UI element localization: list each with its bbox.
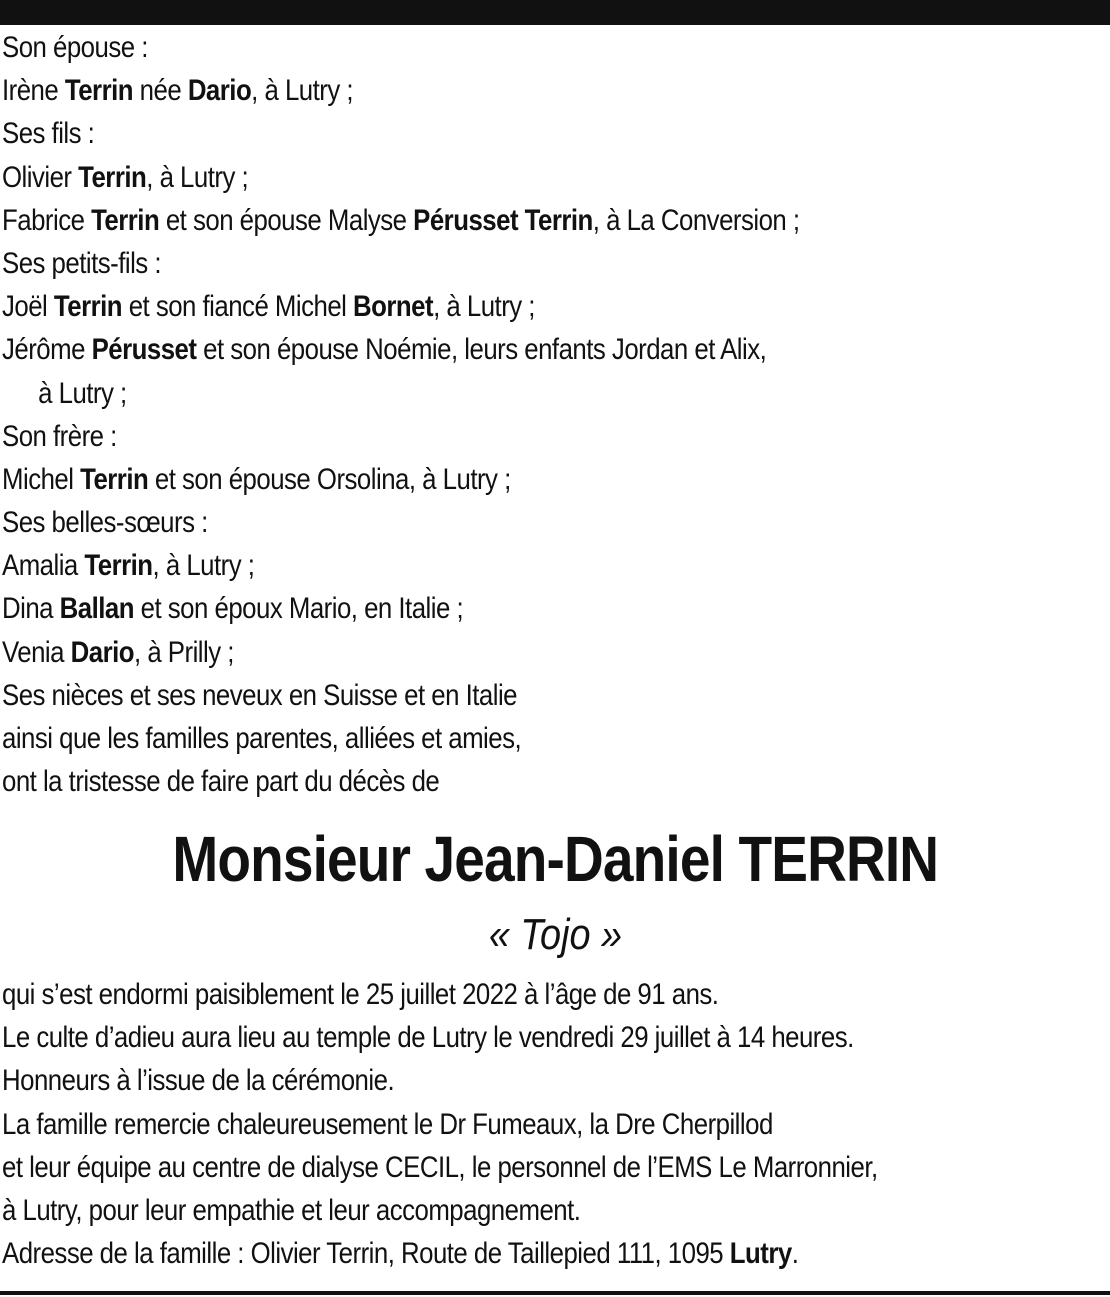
line-text: , à Lutry ; <box>152 549 255 583</box>
details-line <box>2 1189 1108 1232</box>
family-line <box>2 285 1108 328</box>
line-text: Amalia <box>2 549 85 583</box>
family-line <box>2 544 1108 587</box>
surname-text: Terrin <box>84 549 153 583</box>
details-line <box>2 973 1108 1016</box>
family-list <box>2 26 1108 803</box>
line-text: Son frère : <box>2 419 117 453</box>
line-text: Le culte d’adieu aura lieu au temple de Lutry le vendredi 29 juillet à 14 heures. <box>2 1021 854 1055</box>
family-line <box>2 587 1108 630</box>
surname-text: Terrin <box>78 160 147 194</box>
line-text: ont la tristesse de faire part du décès de <box>2 765 440 799</box>
line-text: ainsi que les familles parentes, alliées et amies, <box>2 722 522 755</box>
family-line <box>2 242 1108 285</box>
details-line <box>2 1016 1108 1059</box>
line-text: Dina <box>2 592 60 626</box>
deceased-name-text: Monsieur Jean-Daniel TERRIN <box>172 823 938 895</box>
line-text: Olivier <box>2 160 79 194</box>
family-line <box>2 69 1108 112</box>
surname-text: Ballan <box>59 592 134 626</box>
surname-text: Dario <box>70 635 135 669</box>
line-text: Fabrice <box>2 203 92 237</box>
announcement-details <box>2 973 1108 1275</box>
line-text: et leur équipe au centre de dialyse CECIL, le personnel de l’EMS Le Marronnier, <box>2 1150 878 1184</box>
family-line <box>2 199 1108 242</box>
details-line <box>2 1059 1108 1102</box>
top-rule <box>0 0 1110 25</box>
line-text: Son épouse : <box>2 31 148 64</box>
family-line <box>2 415 1108 458</box>
family-line <box>2 760 1108 803</box>
line-text: , à Lutry ; <box>146 160 249 194</box>
surname-text: Dario <box>187 74 252 108</box>
surname-text: Terrin <box>64 74 134 108</box>
line-text: Honneurs à l’issue de la cérémonie. <box>2 1064 395 1098</box>
family-line <box>2 26 1108 69</box>
details-line <box>2 1103 1108 1146</box>
family-line <box>2 674 1108 717</box>
line-text: Adresse de la famille : Olivier Terrin, Route de Taillepied 111, 1095 <box>2 1237 730 1271</box>
line-text: Irène <box>2 74 65 108</box>
line-text: Jérôme <box>2 333 92 367</box>
line-text: Ses nièces et ses neveux en Suisse et en Italie <box>2 678 518 712</box>
deceased-nickname-text: « Tojo » <box>488 910 622 959</box>
family-line <box>2 156 1108 199</box>
details-line <box>2 1146 1108 1189</box>
family-line <box>2 328 1108 371</box>
line-text: et son fiancé Michel <box>122 290 354 324</box>
surname-text: Pérusset <box>91 333 197 367</box>
line-text: , à Lutry ; <box>433 290 535 324</box>
line-text: à Lutry ; <box>38 376 127 410</box>
family-line <box>2 458 1108 501</box>
family-line <box>2 372 1108 415</box>
surname-text: Terrin <box>53 290 123 324</box>
line-text: Joël <box>2 290 54 324</box>
line-text: Ses petits-fils : <box>2 246 161 280</box>
deceased-name <box>0 820 1110 898</box>
surname-text: Lutry <box>729 1237 792 1271</box>
family-line <box>2 112 1108 155</box>
family-line <box>2 717 1108 760</box>
line-text: à Lutry, pour leur empathie et leur accompagnement. <box>2 1193 581 1227</box>
details-line <box>2 1232 1108 1275</box>
surname-text: Terrin <box>91 203 160 237</box>
line-text: , à La Conversion ; <box>592 203 800 237</box>
line-text: Ses fils : <box>2 117 95 151</box>
line-text: et son époux Mario, en Italie ; <box>133 592 464 626</box>
line-text: La famille remercie chaleureusement le Dr Fumeaux, la Dre Cherpillod <box>2 1107 773 1141</box>
surname-text: Pérusset Terrin <box>413 203 593 237</box>
line-text: qui s’est endormi paisiblement le 25 juillet 2022 à l’âge de 91 ans. <box>2 978 719 1011</box>
line-text: , à Prilly ; <box>134 635 234 669</box>
line-text: Ses belles-sœurs : <box>2 506 208 540</box>
deceased-nickname <box>0 908 1110 962</box>
line-text: née <box>133 74 188 108</box>
line-text: . <box>791 1237 799 1271</box>
line-text: et son épouse Noémie, leurs enfants Jordan et Alix, <box>196 333 767 367</box>
line-text: et son épouse Orsolina, à Lutry ; <box>148 462 511 496</box>
family-line <box>2 501 1108 544</box>
surname-text: Bornet <box>353 290 434 324</box>
line-text: Venia <box>2 635 71 669</box>
surname-text: Terrin <box>80 462 149 496</box>
line-text: Michel <box>2 462 81 496</box>
family-line <box>2 631 1108 674</box>
line-text: et son épouse Malyse <box>159 203 414 237</box>
bottom-rule <box>0 1291 1110 1295</box>
line-text: , à Lutry ; <box>251 74 354 108</box>
